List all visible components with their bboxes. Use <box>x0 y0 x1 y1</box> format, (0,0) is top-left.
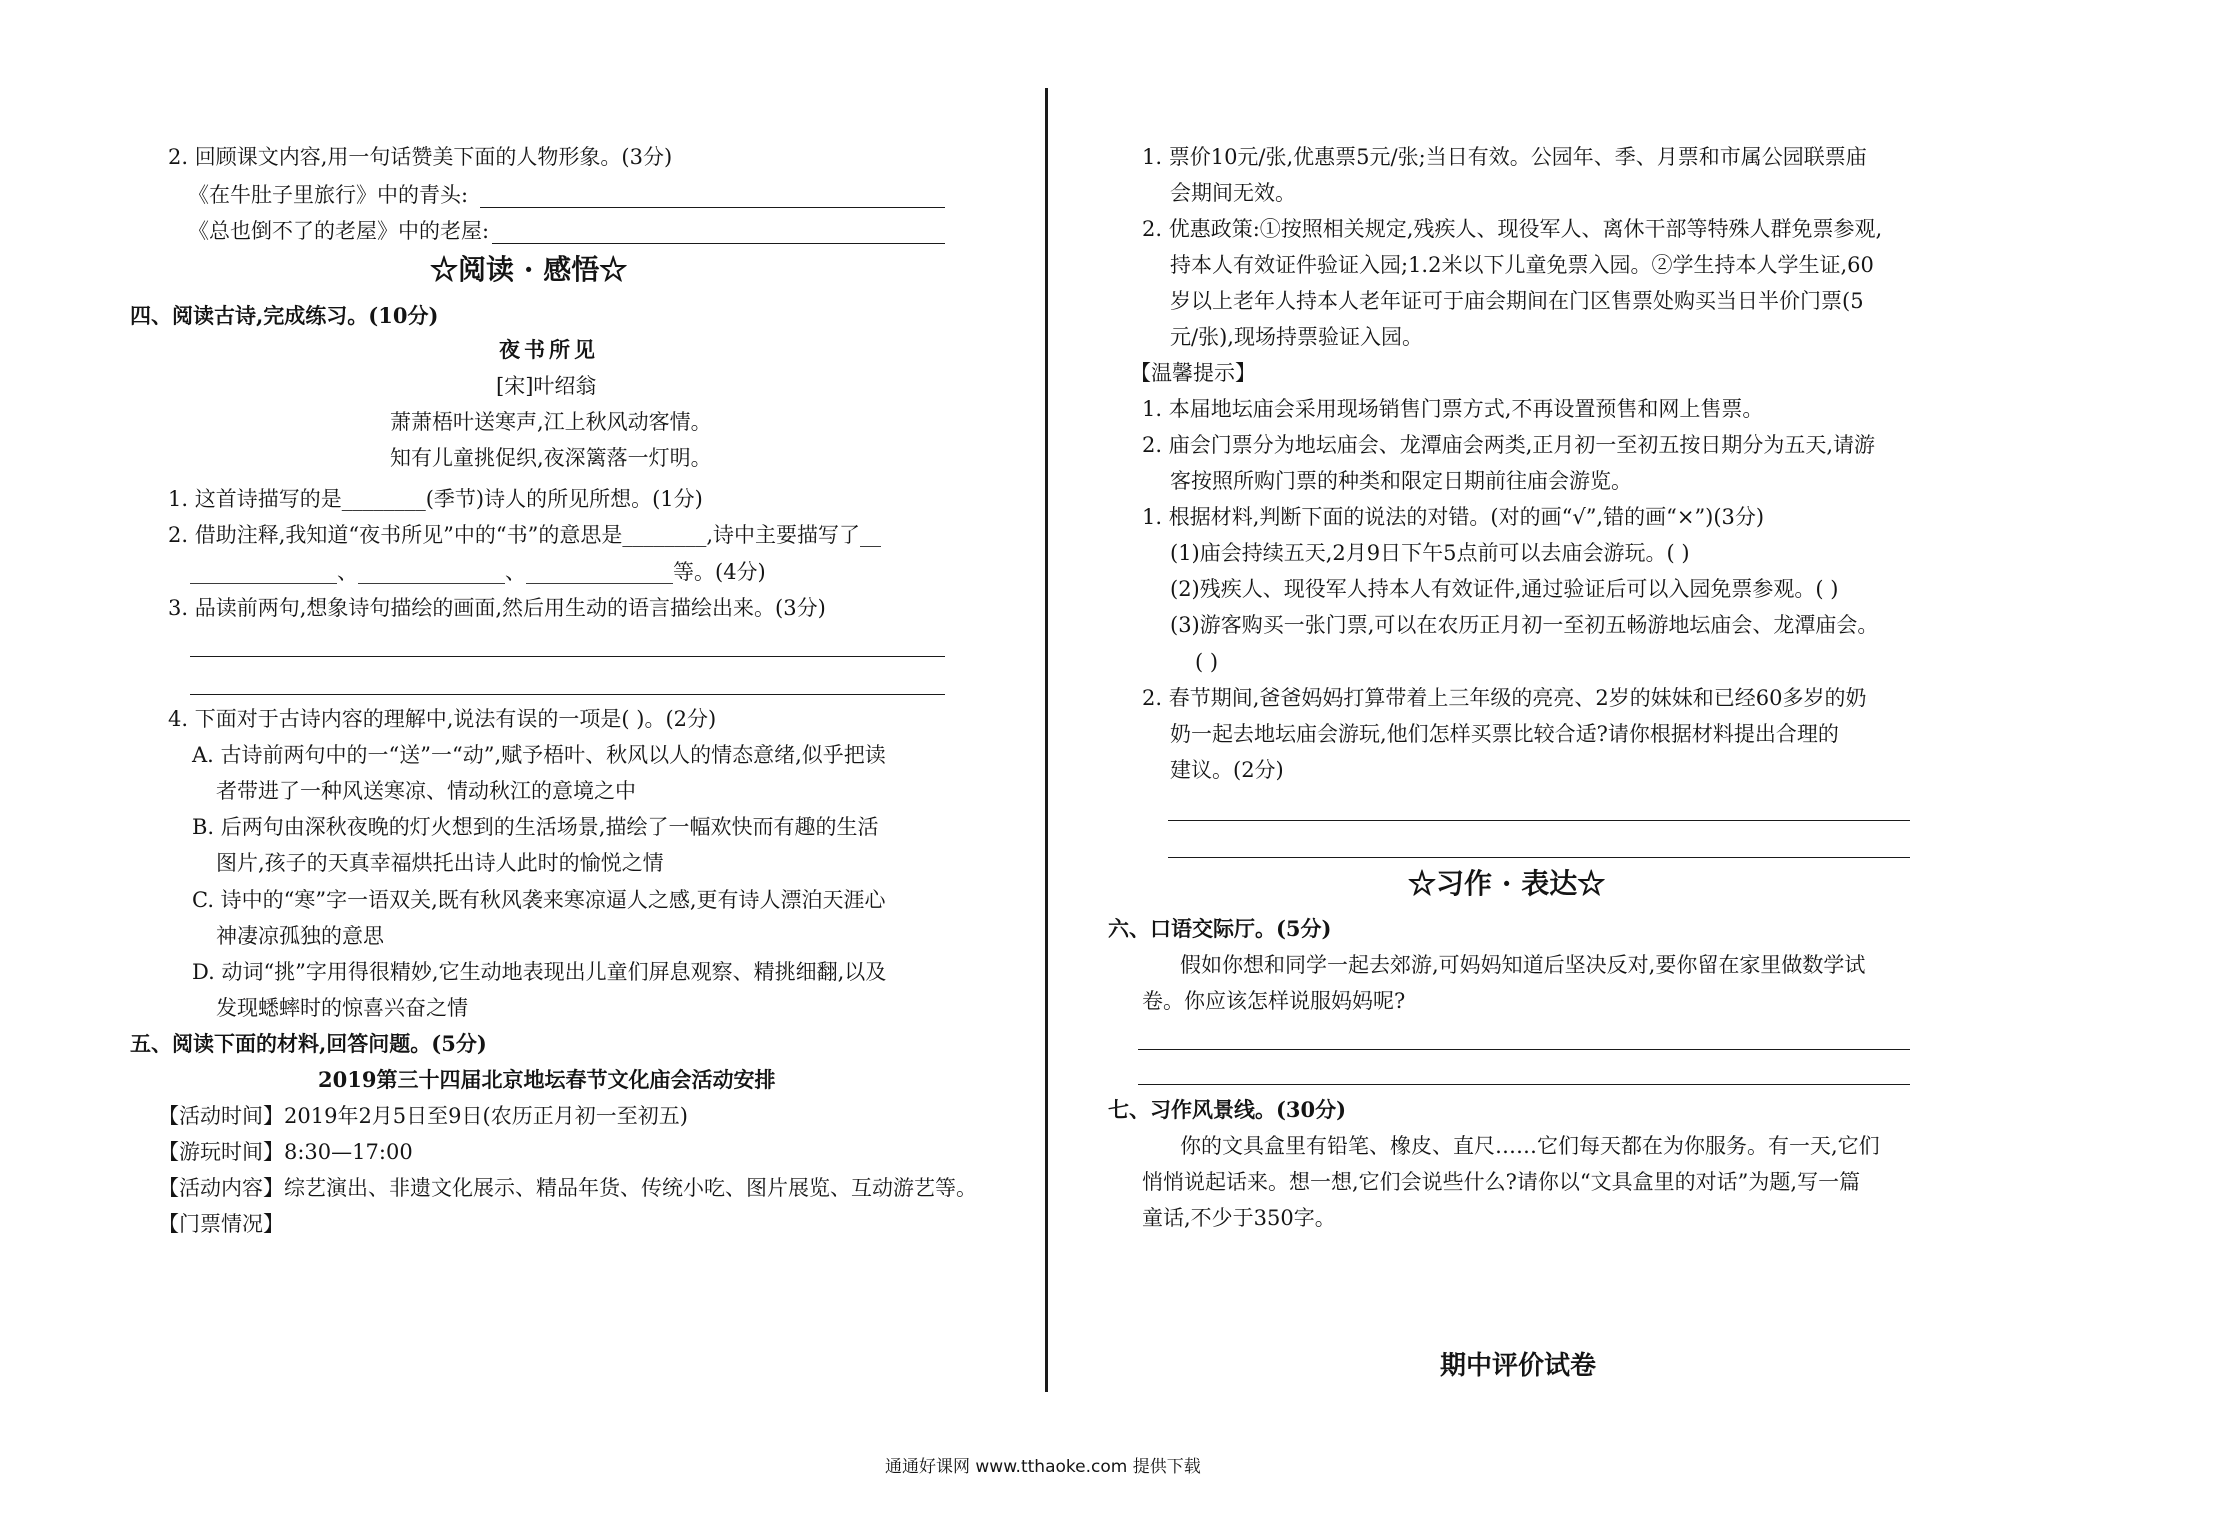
q4-sub3-answer-line-1[interactable] <box>190 656 945 657</box>
q5-sub1-item3: (3)游客购买一张门票,可以在农历正月初一至初五畅游地坛庙会、龙潭庙会。 <box>1170 613 1879 637</box>
exam-title: 期中评价试卷 <box>1440 1351 1597 1381</box>
q5-sub1-item3-bracket[interactable]: ( ) <box>1195 650 1219 674</box>
material-tickets-heading: 【门票情况】 <box>158 1212 284 1236</box>
ticket-item-2-line1: 2. 优惠政策:①按照相关规定,残疾人、现役军人、离休干部等特殊人群免票参观, <box>1142 217 1883 241</box>
q2-answer-line-2[interactable] <box>492 243 945 244</box>
option-c-line2: 神凄凉孤独的意思 <box>216 924 384 948</box>
ticket-item-2-line3: 岁以上老年人持本人老年证可于庙会期间在门区售票处购买当日半价门票(5 <box>1170 289 1864 313</box>
q6-answer-line-1[interactable] <box>1138 1049 1910 1050</box>
ticket-item-1-line1: 1. 票价10元/张,优惠票5元/张;当日有效。公园年、季、月票和市属公园联票庙 <box>1142 145 1867 169</box>
q4-sub2-line1: 2. 借助注释,我知道“夜书所见”中的“书”的意思是________,诗中主要描写了__ <box>168 523 882 547</box>
option-a-line2: 者带进了一种风送寒凉、情动秋江的意境之中 <box>216 779 636 803</box>
q7-text-line1: 你的文具盒里有铅笔、橡皮、直尺……它们每天都在为你服务。有一天,它们 <box>1180 1134 1880 1158</box>
option-d-line1: D. 动词“挑”字用得很精妙,它生动地表现出儿童们屏息观察、精挑细翻,以及 <box>192 960 887 984</box>
option-b-line2: 图片,孩子的天真幸福烘托出诗人此时的愉悦之情 <box>216 851 664 875</box>
material-content: 【活动内容】综艺演出、非遗文化展示、精品年货、传统小吃、图片展览、互动游艺等。 <box>158 1176 977 1200</box>
poem-line-2: 知有儿童挑促织,夜深篱落一灯明。 <box>390 446 712 470</box>
tip-heading: 【温馨提示】 <box>1130 361 1256 385</box>
q5-sub2-line1: 2. 春节期间,爸爸妈妈打算带着上三年级的亮亮、2岁的妹妹和已经60多岁的奶 <box>1142 686 1867 710</box>
q2-line1-label: 《在牛肚子里旅行》中的青头: <box>188 183 469 207</box>
ticket-item-1-line2: 会期间无效。 <box>1170 181 1296 205</box>
q7-title: 七、习作风景线。(30分) <box>1108 1097 1347 1122</box>
tip-item-2-line2: 客按照所购门票的种类和限定日期前往庙会游览。 <box>1170 469 1632 493</box>
q5-sub1-item1: (1)庙会持续五天,2月9日下午5点前可以去庙会游玩。( ) <box>1170 541 1690 565</box>
material-time: 【活动时间】2019年2月5日至9日(农历正月初一至初五) <box>158 1104 688 1128</box>
section-reading-heading: ☆阅读 · 感悟☆ <box>430 253 628 286</box>
q4-sub1: 1. 这首诗描写的是________(季节)诗人的所见所想。(1分) <box>168 487 703 511</box>
poem-line-1: 萧萧梧叶送寒声,江上秋风动客情。 <box>390 410 712 434</box>
q5-sub1: 1. 根据材料,判断下面的说法的对错。(对的画“√”,错的画“×”)(3分) <box>1142 505 1765 529</box>
material-hours: 【游玩时间】8:30—17:00 <box>158 1140 413 1164</box>
q6-answer-line-2[interactable] <box>1138 1084 1910 1085</box>
q2-answer-line-1[interactable] <box>480 207 945 208</box>
q4-sub3-answer-line-2[interactable] <box>190 694 945 695</box>
q5-sub2-answer-line-1[interactable] <box>1168 820 1910 821</box>
poem-title: 夜书所见 <box>499 337 599 362</box>
q4-sub4: 4. 下面对于古诗内容的理解中,说法有误的一项是( )。(2分) <box>168 707 717 731</box>
q4-sub3: 3. 品读前两句,想象诗句描绘的画面,然后用生动的语言描绘出来。(3分) <box>168 596 826 620</box>
option-d-line2: 发现蟋蟀时的惊喜兴奋之情 <box>216 996 468 1020</box>
ticket-item-2-line2: 持本人有效证件验证入园;1.2米以下儿童免票入园。②学生持本人学生证,60 <box>1170 253 1874 277</box>
q5-sub2-line2: 奶一起去地坛庙会游玩,他们怎样买票比较合适?请你根据材料提出合理的 <box>1170 722 1839 746</box>
q7-text-line2: 悄悄说起话来。想一想,它们会说些什么?请你以“文具盒里的对话”为题,写一篇 <box>1142 1170 1861 1194</box>
q5-sub2-answer-line-2[interactable] <box>1168 857 1910 858</box>
q5-sub2-line3: 建议。(2分) <box>1170 758 1284 782</box>
q2-line2-label: 《总也倒不了的老屋》中的老屋: <box>188 219 490 243</box>
footer-credit: 通通好课网 www.tthaoke.com 提供下载 <box>885 1457 1201 1477</box>
q6-text-line2: 卷。你应该怎样说服妈妈呢? <box>1142 989 1406 1013</box>
tip-item-2-line1: 2. 庙会门票分为地坛庙会、龙潭庙会两类,正月初一至初五按日期分为五天,请游 <box>1142 433 1876 457</box>
tip-item-1: 1. 本届地坛庙会采用现场销售门票方式,不再设置预售和网上售票。 <box>1142 397 1764 421</box>
option-b-line1: B. 后两句由深秋夜晚的灯火想到的生活场景,描绘了一幅欢快而有趣的生活 <box>192 815 879 839</box>
q5-sub1-item2: (2)残疾人、现役军人持本人有效证件,通过验证后可以入园免票参观。( ) <box>1170 577 1839 601</box>
ticket-item-2-line4: 元/张),现场持票验证入园。 <box>1170 325 1423 349</box>
option-c-line1: C. 诗中的“寒”字一语双关,既有秋风袭来寒凉逼人之感,更有诗人漂泊天涯心 <box>192 888 886 912</box>
q2-prompt: 2. 回顾课文内容,用一句话赞美下面的人物形象。(3分) <box>168 145 673 169</box>
q7-text-line3: 童话,不少于350字。 <box>1142 1206 1336 1230</box>
q6-title: 六、口语交际厅。(5分) <box>1108 916 1332 941</box>
q6-text-line1: 假如你想和同学一起去郊游,可妈妈知道后坚决反对,要你留在家里做数学试 <box>1180 953 1866 977</box>
q4-sub2-line2: ______________、______________、______________等。(4分) <box>190 560 766 584</box>
material-title: 2019第三十四届北京地坛春节文化庙会活动安排 <box>318 1067 776 1092</box>
poem-author: [宋]叶绍翁 <box>496 374 597 398</box>
option-a-line1: A. 古诗前两句中的一“送”一“动”,赋予梧叶、秋风以人的情态意绪,似乎把读 <box>192 743 886 767</box>
q5-title: 五、阅读下面的材料,回答问题。(5分) <box>130 1031 487 1056</box>
q4-title: 四、阅读古诗,完成练习。(10分) <box>130 303 439 328</box>
column-divider <box>1045 88 1048 1392</box>
section-writing-heading: ☆习作 · 表达☆ <box>1408 867 1606 900</box>
